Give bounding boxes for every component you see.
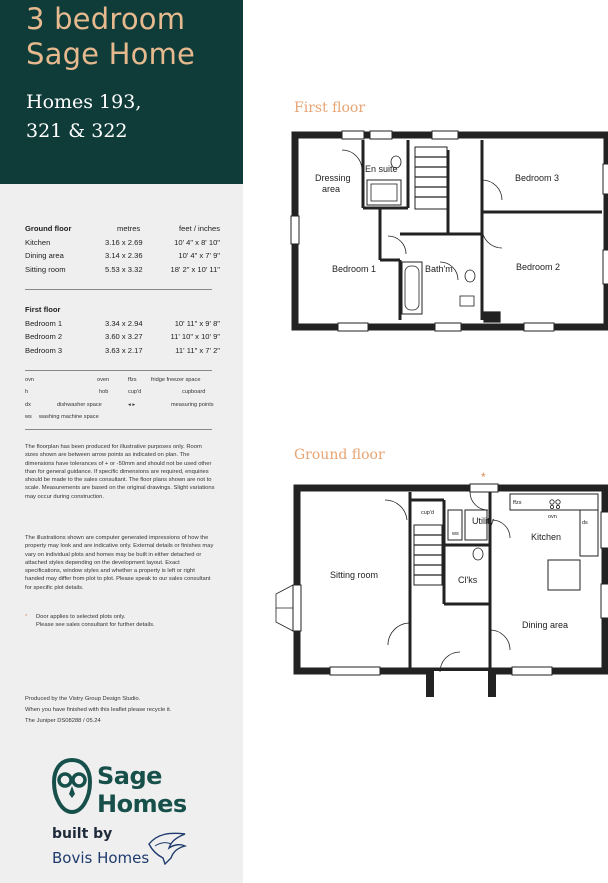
hero-title (26, 2, 195, 72)
en-suite-label: En suite (365, 164, 398, 174)
key-meaning: oven (97, 377, 110, 383)
room-name: Kitchen (25, 237, 51, 247)
produced-line2: When you have finished with this leaflet please recycle it. (25, 707, 172, 714)
key-row (25, 414, 220, 426)
first-floor-schedule (25, 303, 220, 358)
room-metres: 3.60 x 3.27 (105, 332, 143, 342)
ffzs-label: ffzs (513, 500, 522, 506)
asterisk-icon: * (481, 470, 486, 484)
room-name: Sitting room (25, 265, 66, 275)
homes-word: Homes (97, 790, 187, 818)
bedroom1-label: Bedroom 1 (332, 264, 377, 274)
room-name: Dining area (25, 251, 64, 261)
schedule-row (25, 317, 220, 331)
room-feet: 18' 2" x 10' 11" (170, 265, 220, 275)
owl-logo-icon (52, 758, 92, 814)
schedule-heading: First floor (25, 305, 61, 314)
washing-machine-label: ws (452, 531, 459, 537)
utility-label: Utility (472, 516, 494, 526)
room-metres: 3.16 x 2.69 (105, 237, 143, 247)
bovis-homes-wordmark: Bovis Homes (52, 849, 150, 867)
room-feet: 11' 11" x 7' 2" (175, 346, 220, 356)
disclaimer-floorplan: The floorplan has been produced for illustrative purposes only. Room sizes shown are between arrow points as indicated on plan. The dimensions have tolerances of + or -50mm and should not be used other than for general guidance. If specific dimensions are required, enquiries should be made to the sales consultant. The floor plans shown are not to scale. Measurements are based on the original drawings. Slight variations may occur during construction. (25, 444, 215, 500)
kingfisher-logo-icon (147, 830, 187, 866)
schedule-row (25, 330, 220, 344)
sage-word: Sage (97, 762, 162, 790)
hero-title-line2: Sage Home (26, 37, 196, 71)
key-abbr: h (25, 389, 29, 396)
dressing-label-2: area (322, 184, 341, 194)
key-meaning: cupboard (182, 389, 206, 396)
room-metres: 3.14 x 2.36 (105, 251, 143, 261)
key-meaning: hob (99, 389, 109, 396)
divider (25, 370, 212, 371)
room-metres: 5.53 x 3.32 (105, 265, 143, 275)
metres-header: metres (117, 224, 141, 233)
door-note-line1: Door applies to selected plots only. (36, 614, 126, 620)
room-name: Bedroom 1 (25, 318, 63, 328)
dishwasher-label: ds (582, 520, 588, 526)
sage-homes-wordmark (97, 762, 187, 818)
key-abbr: dx (25, 401, 31, 408)
key-row (25, 377, 220, 389)
first-floor-title: First floor (294, 100, 366, 116)
production-info (25, 694, 225, 728)
key-abbr: ◂ ▸ (128, 401, 136, 408)
key-abbr: cup'd (128, 389, 142, 396)
key-row (25, 389, 220, 401)
schedule-header (25, 303, 220, 317)
room-feet: 10' 11" x 9' 8" (174, 318, 220, 328)
dressing-label-1: Dressing (315, 173, 351, 183)
info-panel (0, 0, 243, 883)
dining-label: Dining area (522, 620, 569, 630)
room-metres: 3.63 x 2.17 (105, 346, 143, 356)
kitchen-label: Kitchen (531, 532, 562, 542)
hero-sub-line1: Homes 193, (26, 91, 142, 113)
first-floor-plan (291, 131, 608, 331)
bathroom-label: Bath'm (425, 264, 453, 274)
hero-banner (0, 0, 243, 184)
bedroom3-label: Bedroom 3 (515, 173, 560, 183)
asterisk-icon: * (25, 614, 28, 620)
produced-line1: Produced by the Vistry Group Design Studio. (25, 696, 141, 702)
door-note (25, 613, 215, 630)
sitting-room-label: Sitting room (330, 570, 379, 580)
feet-header: feet / inches (179, 224, 220, 233)
ground-floor-labels (330, 470, 588, 630)
oven-label: ovn (548, 514, 557, 520)
schedule-header (25, 222, 220, 236)
produced-line3: The Juniper DS08288 / 05.24 (25, 718, 101, 725)
hero-subtitle (26, 88, 141, 146)
schedule-row (25, 263, 220, 277)
ground-floor-plan (276, 484, 608, 697)
room-feet: 11' 10" x 10' 9" (170, 332, 220, 342)
key-row (25, 402, 220, 414)
key-meaning: measuring points (171, 401, 214, 408)
schedule-heading: Ground floor (25, 224, 72, 233)
schedule-row (25, 344, 220, 358)
key-abbr: ffzs (128, 377, 137, 383)
abbreviation-key (25, 377, 220, 427)
key-meaning: washing machine space (39, 414, 99, 421)
room-feet: 10' 4" x 7' 9" (178, 251, 220, 261)
divider (25, 429, 212, 430)
room-name: Bedroom 3 (25, 346, 63, 356)
hero-sub-line2: 321 & 322 (26, 120, 128, 142)
room-metres: 3.34 x 2.94 (105, 318, 143, 328)
key-abbr: ws (25, 414, 32, 421)
cloaks-label: Cl'ks (458, 575, 478, 585)
disclaimer-illustrations: The illustrations shown are computer generated impressions of how the property may look and are indicative only. External details or finishes may vary on individual plots and homes may be built in either detached or attached styles depending on the development layout. Exact specifications, window styles and whether a property is left or right handed may differ from plot to plot. Please speak to our sales consultant for specific plot details. (25, 535, 214, 591)
room-feet: 10' 4" x 8' 10" (174, 237, 220, 247)
key-meaning: fridge freezer space (151, 377, 201, 383)
divider (25, 289, 212, 290)
schedule-row (25, 249, 220, 263)
ground-floor-title: Ground floor (294, 447, 385, 463)
hero-title-line1: 3 bedroom (26, 2, 186, 36)
key-abbr: ovn (25, 377, 35, 383)
built-by-label: built by (52, 826, 113, 842)
door-note-line2: Please see sales consultant for further details. (36, 622, 155, 629)
schedule-row (25, 236, 220, 250)
bedroom2-label: Bedroom 2 (516, 262, 561, 272)
first-floor-labels (315, 164, 560, 274)
key-meaning: dishwasher space (57, 401, 102, 408)
ground-floor-schedule (25, 222, 220, 277)
cupboard-label: cup'd (421, 510, 434, 516)
room-name: Bedroom 2 (25, 332, 63, 342)
